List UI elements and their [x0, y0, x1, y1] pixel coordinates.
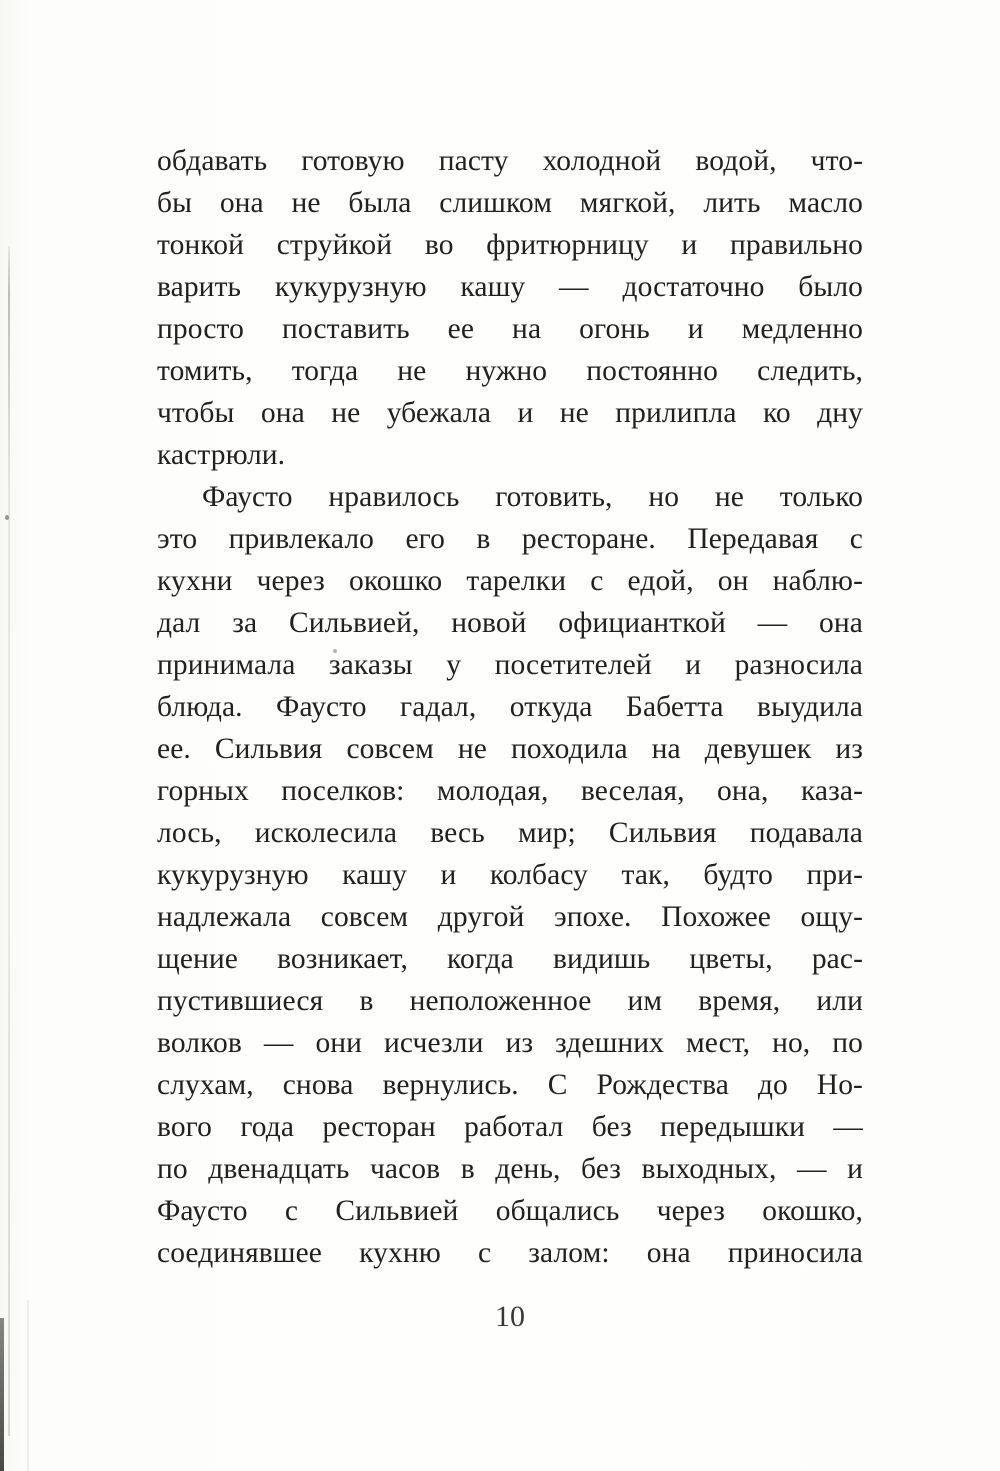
- scan-speck: [5, 515, 9, 520]
- text-line: вого года ресторан работал без передышки —: [157, 1111, 863, 1143]
- text-line: обдавать готовую пасту холодной водой, что-: [157, 145, 863, 177]
- page-number: 10: [495, 1300, 525, 1333]
- text-line: это привлекало его в ресторане. Передавая с: [157, 523, 863, 555]
- text-line: кукурузную кашу и колбасу так, будто при-: [157, 859, 863, 891]
- text-line: Фаусто нравилось готовить, но не только: [202, 481, 863, 513]
- text-line: по двенадцать часов в день, без выходных, — и: [157, 1153, 863, 1185]
- text-line: варить кукурузную кашу — достаточно было: [157, 271, 863, 303]
- text-line: надлежала совсем другой эпохе. Похожее ощу-: [157, 901, 863, 933]
- text-line: тонкой струйкой во фритюрницу и правильно: [157, 229, 863, 261]
- scan-spine-shadow: [8, 246, 10, 1436]
- text-line: блюда. Фаусто гадал, откуда Бабетта выудила: [157, 691, 863, 723]
- text-line: чтобы она не убежала и не прилипла ко дну: [157, 397, 863, 429]
- text-line: лось, исколесила весь мир; Сильвия подавала: [157, 817, 863, 849]
- text-block: [157, 140, 863, 1274]
- scan-corner-shadow: [0, 1318, 4, 1471]
- text-line: слухам, снова вернулись. С Рождества до Но-: [157, 1069, 863, 1101]
- text-line: кастрюли.: [157, 439, 286, 471]
- text-line: кухни через окошко тарелки с едой, он наблю-: [157, 565, 863, 597]
- text-line: соединявшее кухню с залом: она приносила: [157, 1237, 863, 1269]
- text-line: волков — они исчезли из здешних мест, но, по: [157, 1027, 863, 1059]
- scan-edge-line: [27, 1300, 29, 1471]
- text-line: принимала заказы у посетителей и разносила: [157, 649, 863, 681]
- text-line: дал за Сильвией, новой официанткой — она: [157, 607, 863, 639]
- text-line: горных поселков: молодая, веселая, она, каза-: [157, 775, 863, 807]
- text-line: пустившиеся в неположенное им время, или: [157, 985, 863, 1017]
- text-line: щение возникает, когда видишь цветы, рас-: [157, 943, 863, 975]
- text-line: ее. Сильвия совсем не походила на девушек из: [157, 733, 863, 765]
- text-line: Фаусто с Сильвией общались через окошко,: [157, 1195, 863, 1227]
- text-line: томить, тогда не нужно постоянно следить,: [157, 355, 863, 387]
- text-line: просто поставить ее на огонь и медленно: [157, 313, 863, 345]
- text-line: бы она не была слишком мягкой, лить масло: [157, 187, 863, 219]
